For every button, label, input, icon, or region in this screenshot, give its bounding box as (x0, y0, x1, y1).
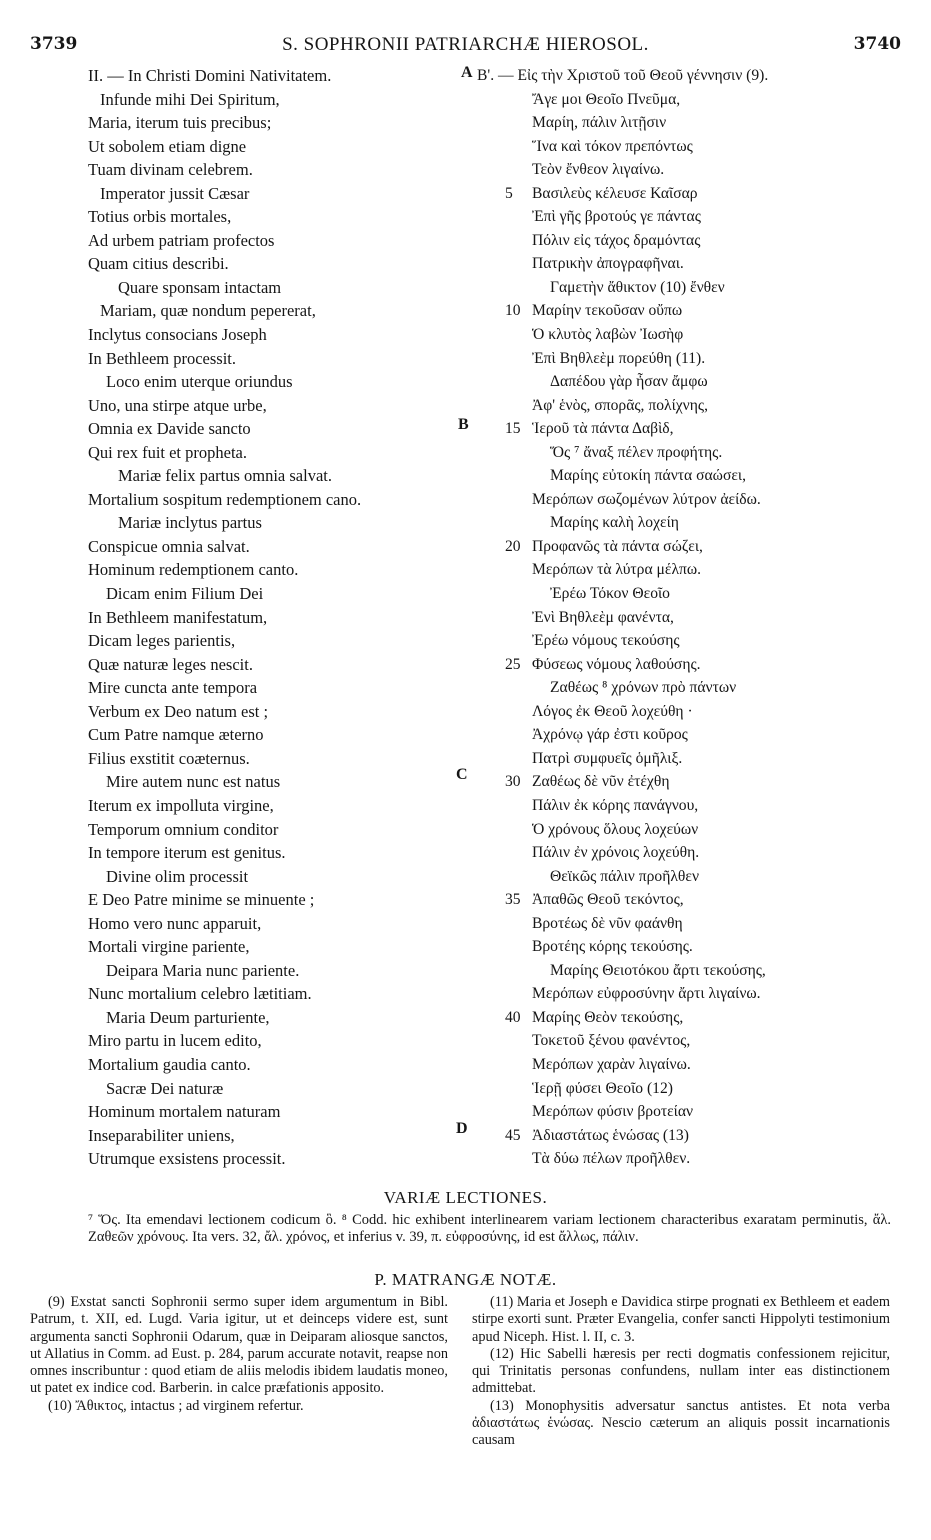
greek-line (505, 1006, 905, 1030)
page-number-left: 3739 (30, 34, 78, 54)
latin-line: Mariam, quæ nondum pepererat, (100, 301, 316, 321)
greek-verse-text: Μερόπων τὰ λύτρα μέλπω. (532, 561, 702, 579)
greek-verse-text: Μαρίης Θεὸν τεκούσης, (532, 1008, 684, 1026)
greek-verse-text: Ἀφ' ἑνὸς, σπορᾶς, πολίχνης, (532, 396, 708, 414)
greek-line (505, 158, 905, 182)
latin-line: Ut sobolem etiam digne (88, 136, 247, 156)
greek-verse-text: Ζαθέως δὲ νῦν ἐτέχθη (532, 773, 670, 791)
greek-column (477, 64, 905, 1171)
margin-letter-a: A (461, 64, 473, 81)
latin-line: Verbum ex Deo natum est ; (88, 701, 269, 721)
margin-letter-d: D (456, 1120, 468, 1137)
latin-line: Dicam leges parientis, (88, 631, 236, 651)
greek-verse-text: Λόγος ἐκ Θεοῦ λοχεύθη · (532, 702, 693, 720)
greek-verse-text: Βροτέης κόρης τεκούσης. (532, 938, 693, 956)
latin-line: Quam citius describi. (88, 254, 229, 274)
latin-line: Filius exstitit coæternus. (88, 748, 250, 768)
greek-line (505, 959, 905, 983)
greek-line (505, 1124, 905, 1148)
greek-verse-text: Μαρίη, πάλιν λιτῇσιν (532, 114, 667, 132)
greek-line (505, 1077, 905, 1101)
greek-line (505, 88, 905, 112)
note-13: (13) Monophysitis adversatur sanctus antistes. Et nota verba ἀδιαστάτως ἑνώσας. Nescio cæterum an aliquis possit incarnationis causam (472, 1397, 890, 1449)
latin-line: Utrumque exsistens processit. (88, 1149, 286, 1169)
greek-verse-text: Ἱεροῦ τὰ πάντα Δαβὶδ, (532, 420, 674, 438)
latin-line: Homo vero nunc apparuit, (88, 913, 262, 933)
greek-line (505, 205, 905, 229)
line-number: 35 (505, 891, 521, 909)
greek-verse-text: Πατρικὴν ἀπογραφῆναι. (532, 255, 684, 273)
greek-line (505, 370, 905, 394)
greek-verse-text: Βροτέως δὲ νῦν φαάνθη (532, 914, 683, 932)
greek-verse-text: Πάλιν ἐκ κόρης πανάγνου, (532, 796, 699, 814)
line-number: 10 (505, 302, 521, 320)
latin-line: In Bethleem processit. (88, 348, 237, 368)
latin-line: Nunc mortalium celebro lætitiam. (88, 984, 312, 1004)
greek-verse-text: Μερόπων εὐφροσύνην ἄρτι λιγαίνω. (532, 985, 761, 1003)
greek-line (505, 770, 905, 794)
greek-verse-text: Μαρίης εὐτοκίη πάντα σαώσει, (550, 467, 746, 485)
greek-line (505, 394, 905, 418)
greek-verse-text: Ἀπαθῶς Θεοῦ τεκόντος, (532, 891, 684, 909)
greek-line (505, 488, 905, 512)
latin-line: Mire autem nunc est natus (106, 772, 281, 792)
latin-line: Infunde mihi Dei Spiritum, (100, 89, 280, 109)
latin-line: E Deo Patre minime se minuente ; (88, 890, 315, 910)
greek-line (505, 606, 905, 630)
greek-line (505, 135, 905, 159)
greek-line (505, 558, 905, 582)
latin-line: Miro partu in lucem edito, (88, 1031, 262, 1051)
latin-line: Inclytus consocians Joseph (88, 325, 267, 345)
latin-line: Maria, iterum tuis precibus; (88, 113, 272, 133)
greek-verse-text: Ὅς ⁷ ἄναξ πέλεν προφήτης. (550, 443, 723, 461)
latin-line: Totius orbis mortales, (88, 207, 232, 227)
latin-line: Loco enim uterque oriundus (106, 372, 293, 392)
greek-verse-text: Τὰ δύω πέλων προῆλθεν. (532, 1150, 691, 1168)
latin-line: In Bethleem manifestatum, (88, 607, 268, 627)
margin-letter-c: C (456, 766, 468, 783)
greek-line (505, 417, 905, 441)
greek-line (505, 747, 905, 771)
greek-verse-text: Μερόπων σωζομένων λύτρον ἀείδω. (532, 490, 761, 508)
latin-line: Deipara Maria nunc pariente. (106, 960, 300, 980)
latin-line: Hominum mortalem naturam (88, 1102, 281, 1122)
greek-line (505, 229, 905, 253)
latin-line: Omnia ex Davide sancto (88, 419, 251, 439)
greek-line (505, 865, 905, 889)
notes-right-column (472, 1294, 890, 1450)
margin-letter-b: B (458, 416, 469, 433)
running-title: S. SOPHRONII PATRIARCHÆ HIEROSOL. (282, 34, 649, 55)
greek-verse-text: Ἀχρόνῳ γάρ ἐστι κοῦρος (532, 726, 688, 744)
note-11: (11) Maria et Joseph e Davidica stirpe prognati ex Bethleem et eadem stirpe exorti sunt. Præter Evangelia, confer sancti Hippolyti testimonium apud Niceph. Hist. l. II, c. 3. (472, 1294, 890, 1345)
greek-line (505, 299, 905, 323)
latin-line: Quæ naturæ leges nescit. (88, 654, 253, 674)
greek-line (505, 511, 905, 535)
note-10: (10) Ἄθικτος, intactus ; ad virginem refertur. (48, 1397, 304, 1414)
latin-title-line: II. — In Christi Domini Nativitatem. (88, 66, 332, 85)
notes-left-column (30, 1294, 448, 1415)
greek-line (505, 700, 905, 724)
greek-line (505, 912, 905, 936)
greek-verse-text: Τεὸν ἔνθεον λιγαίνω. (532, 161, 665, 179)
greek-verse-text: Ἐπὶ γῆς βροτούς γε πάντας (532, 208, 701, 226)
latin-line: Mariæ inclytus partus (118, 513, 262, 533)
greek-verse-text: Μαρίης καλὴ λοχείη (550, 514, 679, 532)
greek-line (505, 653, 905, 677)
greek-title-line (477, 64, 905, 88)
greek-verse-text: Ἱερῇ φύσει Θεοῖο (12) (532, 1079, 673, 1097)
greek-verse-text: Βασιλεὺς κέλευσε Καῖσαρ (532, 184, 698, 202)
greek-verse-text: Προφανῶς τὰ πάντα σώζει, (532, 537, 703, 555)
latin-line: Temporum omnium conditor (88, 819, 279, 839)
variae-heading: VARIÆ LECTIONES. (383, 1188, 548, 1207)
greek-verse-text: Τοκετοῦ ξένου φανέντος, (532, 1032, 691, 1050)
greek-verse-text: Φύσεως νόμους λαθούσης. (532, 655, 701, 673)
latin-line: Ad urbem patriam profectos (88, 230, 275, 250)
greek-verse-text: Ζαθέως ⁸ χρόνων πρὸ πάντων (550, 679, 737, 697)
greek-verse-text: Ἄγε μοι Θεοῖο Πνεῦμα, (532, 90, 681, 108)
latin-line: Mortalium gaudia canto. (88, 1054, 251, 1074)
greek-line (505, 1100, 905, 1124)
greek-line (505, 252, 905, 276)
latin-line: Mortali virgine pariente, (88, 937, 250, 957)
greek-verse-text: Ἐπὶ Βηθλεὲμ πορεύθη (11). (532, 349, 706, 367)
greek-verse-text: Γαμετὴν ἄθικτον (10) ἔνθεν (550, 278, 725, 296)
greek-line (505, 323, 905, 347)
line-number: 40 (505, 1008, 521, 1026)
greek-line (505, 723, 905, 747)
variae-text: ⁷ Ὅς. Ita emendavi lectionem codicum ὃ. ⁸ Codd. hic exhibent interlinearem variam lectionem characteribus exaratam perminutis, ἄλ. Ζαθεῶν χρόνους. Ita vers. 32, ἄλ. χρόνος, et inferius v. 39, π. εὐφροσύνης, id est ἄλλως, πάλιν. (88, 1212, 891, 1245)
greek-verse-text: Δαπέδου γὰρ ἦσαν ἄμφω (550, 373, 708, 391)
greek-line (505, 535, 905, 559)
latin-line: Cum Patre namque æterno (88, 725, 264, 745)
greek-line (505, 582, 905, 606)
greek-line (505, 982, 905, 1006)
line-number: 30 (505, 773, 521, 791)
greek-verse-text: Ὁ κλυτὸς λαβὼν Ἰωσὴφ (532, 326, 684, 344)
greek-line (505, 182, 905, 206)
greek-line (505, 888, 905, 912)
notes-heading: P. MATRANGÆ NOTÆ. (374, 1270, 557, 1289)
latin-line: Divine olim processit (106, 866, 249, 886)
latin-line: Conspicue omnia salvat. (88, 536, 250, 556)
greek-line (505, 111, 905, 135)
latin-column (88, 64, 448, 1171)
greek-line (505, 818, 905, 842)
latin-line: Mariæ felix partus omnia salvat. (118, 466, 332, 486)
greek-line (505, 1053, 905, 1077)
note-12: (12) Hic Sabelli hæresis per recti dogmatis confessionem rejicitur, qui Trinitatis personas confundens, nullam inter eas distinctionem admittebat. (472, 1345, 890, 1397)
greek-verse-text: B'. — Εἰς τὴν Χριστοῦ τοῦ Θεοῦ γέννησιν (9). (477, 67, 769, 84)
greek-verse-text: Θεϊκῶς πάλιν προῆλθεν (550, 867, 699, 885)
greek-line (505, 841, 905, 865)
line-number: 45 (505, 1126, 521, 1144)
greek-line (505, 629, 905, 653)
note-9: (9) Exstat sancti Sophronii sermo super idem argumentum in Bibl. Patrum, t. XII, ed. Lugd. Varia igitur, ut et deinceps videre est, sunt argumenta sancti Sophronii Odarum, quæ in Deiparam aliosque sanctos, ut Allatius in Comm. ad Eust. p. 284, parum accurate notavit, reapse non omnes inscribuntur : quod etiam de aliis melodis ibidem laudatis moneo, ut patet ex indice cod. Barberin. in calce præfationis apposito. (30, 1294, 448, 1397)
greek-verse-text: Πατρὶ συμφυεῖς ὁμῆλιξ. (532, 749, 683, 767)
greek-line (505, 347, 905, 371)
latin-line: Quare sponsam intactam (118, 277, 282, 297)
greek-line (505, 935, 905, 959)
greek-verse-text: Πάλιν ἐν χρόνοις λοχεύθη. (532, 844, 700, 862)
greek-verse-text: Ἐρέω Τόκον Θεοῖο (550, 585, 670, 603)
latin-line: Mire cuncta ante tempora (88, 678, 258, 698)
latin-line: Sacræ Dei naturæ (106, 1078, 224, 1098)
greek-line (505, 441, 905, 465)
latin-line: Inseparabiliter uniens, (88, 1125, 235, 1145)
latin-line: Imperator jussit Cæsar (100, 183, 250, 203)
greek-verse-text: Ἐνὶ Βηθλεὲμ φανέντα, (532, 608, 674, 626)
greek-line (505, 276, 905, 300)
page-number-right: 3740 (853, 34, 901, 54)
latin-line: Mortalium sospitum redemptionem cano. (88, 489, 362, 509)
greek-verse-text: Πόλιν εἰς τάχος δραμόντας (532, 231, 701, 249)
greek-verse-text: Ἀδιαστάτως ἑνώσας (13) (532, 1126, 689, 1144)
line-number: 25 (505, 655, 521, 673)
latin-line: In tempore iterum est genitus. (88, 843, 286, 863)
greek-verse-text: Μερόπων χαρὰν λιγαίνω. (532, 1055, 691, 1073)
greek-verse-text: Ἵνα καὶ τόκον πρεπόντως (532, 137, 693, 155)
latin-line: Maria Deum parturiente, (106, 1007, 270, 1027)
line-number: 15 (505, 420, 521, 438)
greek-line (505, 1029, 905, 1053)
running-header (30, 34, 901, 58)
greek-line (505, 794, 905, 818)
greek-verse-text: Μαρίης Θειοτόκου ἄρτι τεκούσης, (550, 961, 766, 979)
greek-line (505, 464, 905, 488)
greek-line (505, 1147, 905, 1171)
greek-verse-text: Μαρίην τεκοῦσαν οὔπω (532, 302, 683, 320)
latin-line: Hominum redemptionem canto. (88, 560, 299, 580)
latin-line: Dicam enim Filium Dei (106, 584, 264, 604)
line-number: 20 (505, 537, 521, 555)
greek-verse-text: Ἐρέω νόμους τεκούσης (532, 632, 680, 650)
latin-line: Qui rex fuit et propheta. (88, 442, 247, 462)
greek-verse-text: Μερόπων φύσιν βροτείαν (532, 1103, 694, 1121)
line-number: 5 (505, 184, 513, 202)
latin-line: Uno, una stirpe atque urbe, (88, 395, 267, 415)
greek-line (505, 676, 905, 700)
latin-line: Tuam divinam celebrem. (88, 160, 253, 180)
latin-line: Iterum ex impolluta virgine, (88, 795, 274, 815)
greek-verse-text: Ὁ χρόνους ὅλους λοχεύων (532, 820, 699, 838)
